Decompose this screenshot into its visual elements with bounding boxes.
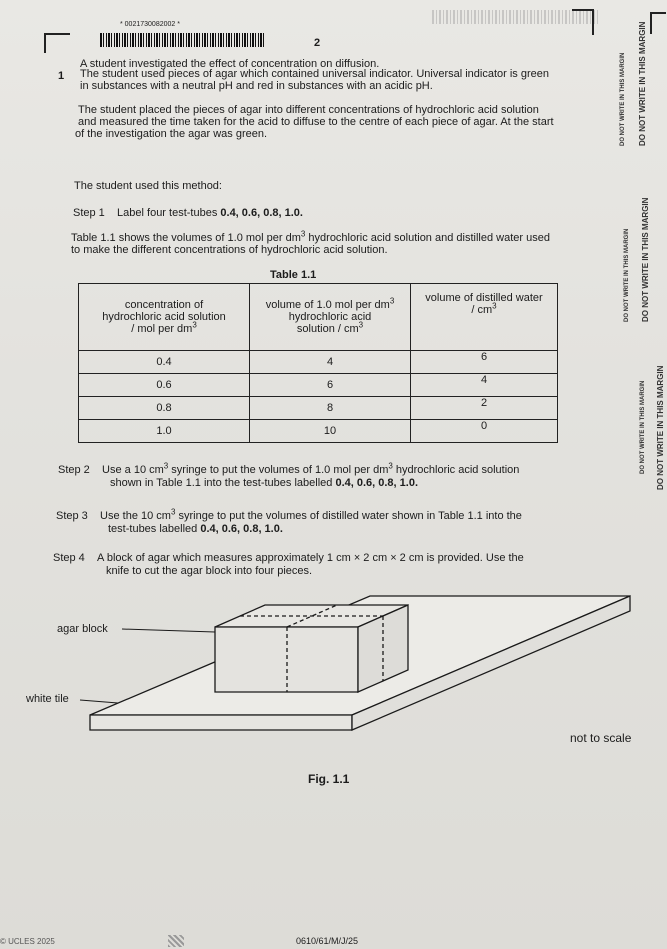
step2-text: syringe to put the volumes of 1.0 mol per dm <box>168 464 389 476</box>
superscript: 3 <box>388 461 393 471</box>
margin-text-6: DO NOT WRITE IN THIS MARGIN <box>656 365 665 490</box>
margin-text-4: DO NOT WRITE IN THIS MARGIN <box>641 197 650 322</box>
step2-label: Step 2 <box>58 464 90 476</box>
step4-line2: knife to cut the agar block into four pieces. <box>106 565 313 577</box>
cell-concentration: 0.6 <box>79 374 250 397</box>
cell-concentration: 1.0 <box>79 420 250 443</box>
cell-acid: 4 <box>250 351 411 374</box>
step4-label: Step 4 <box>53 552 85 564</box>
barcode-number: * 0021730082002 * <box>120 21 180 28</box>
cell-water: 4 <box>411 374 558 397</box>
paper-code: 0610/61/M/J/25 <box>296 936 359 946</box>
header-text: solution / cm <box>296 323 359 335</box>
white-tile-label: white tile <box>26 693 69 705</box>
table-intro-line2: to make the different concentrations of hydrochloric acid solution. <box>71 244 388 256</box>
cell-acid: 8 <box>250 397 411 420</box>
step3-text: Use the 10 cm <box>100 510 171 522</box>
cell-water: 6 <box>411 351 558 374</box>
header-text: hydrochloric acid solution <box>102 311 226 323</box>
cell-water: 0 <box>411 420 558 443</box>
step2-text: Use a 10 cm <box>102 464 164 476</box>
para1-line2: in substances with a neutral pH and red in substances with an acidic pH. <box>80 80 433 92</box>
header-text: / cm <box>471 304 493 316</box>
step4-text: A block of agar which measures approximately 1 cm × 2 cm × 2 cm is provided. Use the <box>97 552 524 564</box>
agar-block-label: agar block <box>57 623 108 635</box>
margin-text-2: DO NOT WRITE IN THIS MARGIN <box>638 21 647 146</box>
tile-leader-line <box>80 700 118 703</box>
superscript: 3 <box>192 320 197 330</box>
step2-text: shown in Table 1.1 into the test-tubes labelled <box>110 477 336 489</box>
cell-concentration: 0.4 <box>79 351 250 374</box>
table-intro-part2: hydrochloric acid solution and distilled water used <box>305 232 550 244</box>
step1-label: Step 1 <box>73 207 105 219</box>
header-text: concentration of <box>124 299 204 311</box>
method-intro: The student used this method: <box>74 180 222 192</box>
margin-text-1: DO NOT WRITE IN THIS MARGIN <box>620 52 626 146</box>
margin-text-5: DO NOT WRITE IN THIS MARGIN <box>640 380 646 474</box>
superscript: 3 <box>358 320 364 330</box>
cell-water: 2 <box>411 397 558 420</box>
step1-text: Label four test-tubes <box>117 207 221 219</box>
scale-note: not to scale <box>570 731 632 745</box>
step3-text: test-tubes labelled <box>108 523 201 535</box>
copyright: © UCLES 2025 <box>0 937 55 946</box>
header-text: volume of distilled water <box>425 292 543 304</box>
header-text: hydrochloric acid <box>288 311 372 323</box>
cell-acid: 10 <box>250 420 411 443</box>
superscript: 3 <box>300 229 306 239</box>
qr-mark <box>168 935 184 947</box>
header-text: volume of 1.0 mol per dm <box>265 299 390 311</box>
agar-block <box>215 605 408 692</box>
step3-label: Step 3 <box>56 510 88 522</box>
question-number: 1 <box>58 70 65 82</box>
step1-values: 0.4, 0.6, 0.8, 1.0. <box>220 207 303 219</box>
superscript: 3 <box>163 461 169 471</box>
question-intro: A student investigated the effect of concentration on diffusion. <box>80 58 380 70</box>
superscript: 3 <box>492 301 497 311</box>
cell-acid: 6 <box>250 374 411 397</box>
para1-line1: The student used pieces of agar which contained universal indicator. Universal indicator is green <box>80 68 549 80</box>
step2-text: hydrochloric acid solution <box>392 464 520 476</box>
superscript: 3 <box>170 507 176 517</box>
step2-values: 0.4, 0.6, 0.8, 1.0. <box>335 477 419 489</box>
page-number: 2 <box>314 37 321 49</box>
para2-line3: of the investigation the agar was green. <box>75 128 268 140</box>
para2-line1: The student placed the pieces of agar into different concentrations of hydrochloric acid solution <box>78 104 539 116</box>
step3-values: 0.4, 0.6, 0.8, 1.0. <box>200 523 283 535</box>
step3-text: syringe to put the volumes of distilled water shown in Table 1.1 into the <box>175 510 522 522</box>
agar-leader-line <box>122 629 215 632</box>
cell-concentration: 0.8 <box>79 397 250 420</box>
margin-text-3: DO NOT WRITE IN THIS MARGIN <box>624 228 630 322</box>
figure-caption: Fig. 1.1 <box>308 772 350 786</box>
table-caption: Table 1.1 <box>270 269 317 281</box>
superscript: 3 <box>389 296 395 306</box>
table-intro-part1: Table 1.1 shows the volumes of 1.0 mol per dm <box>71 232 301 244</box>
header-text: / mol per dm <box>131 323 193 335</box>
para2-line2: and measured the time taken for the acid to diffuse to the centre of each piece of agar. At the start <box>78 116 554 128</box>
